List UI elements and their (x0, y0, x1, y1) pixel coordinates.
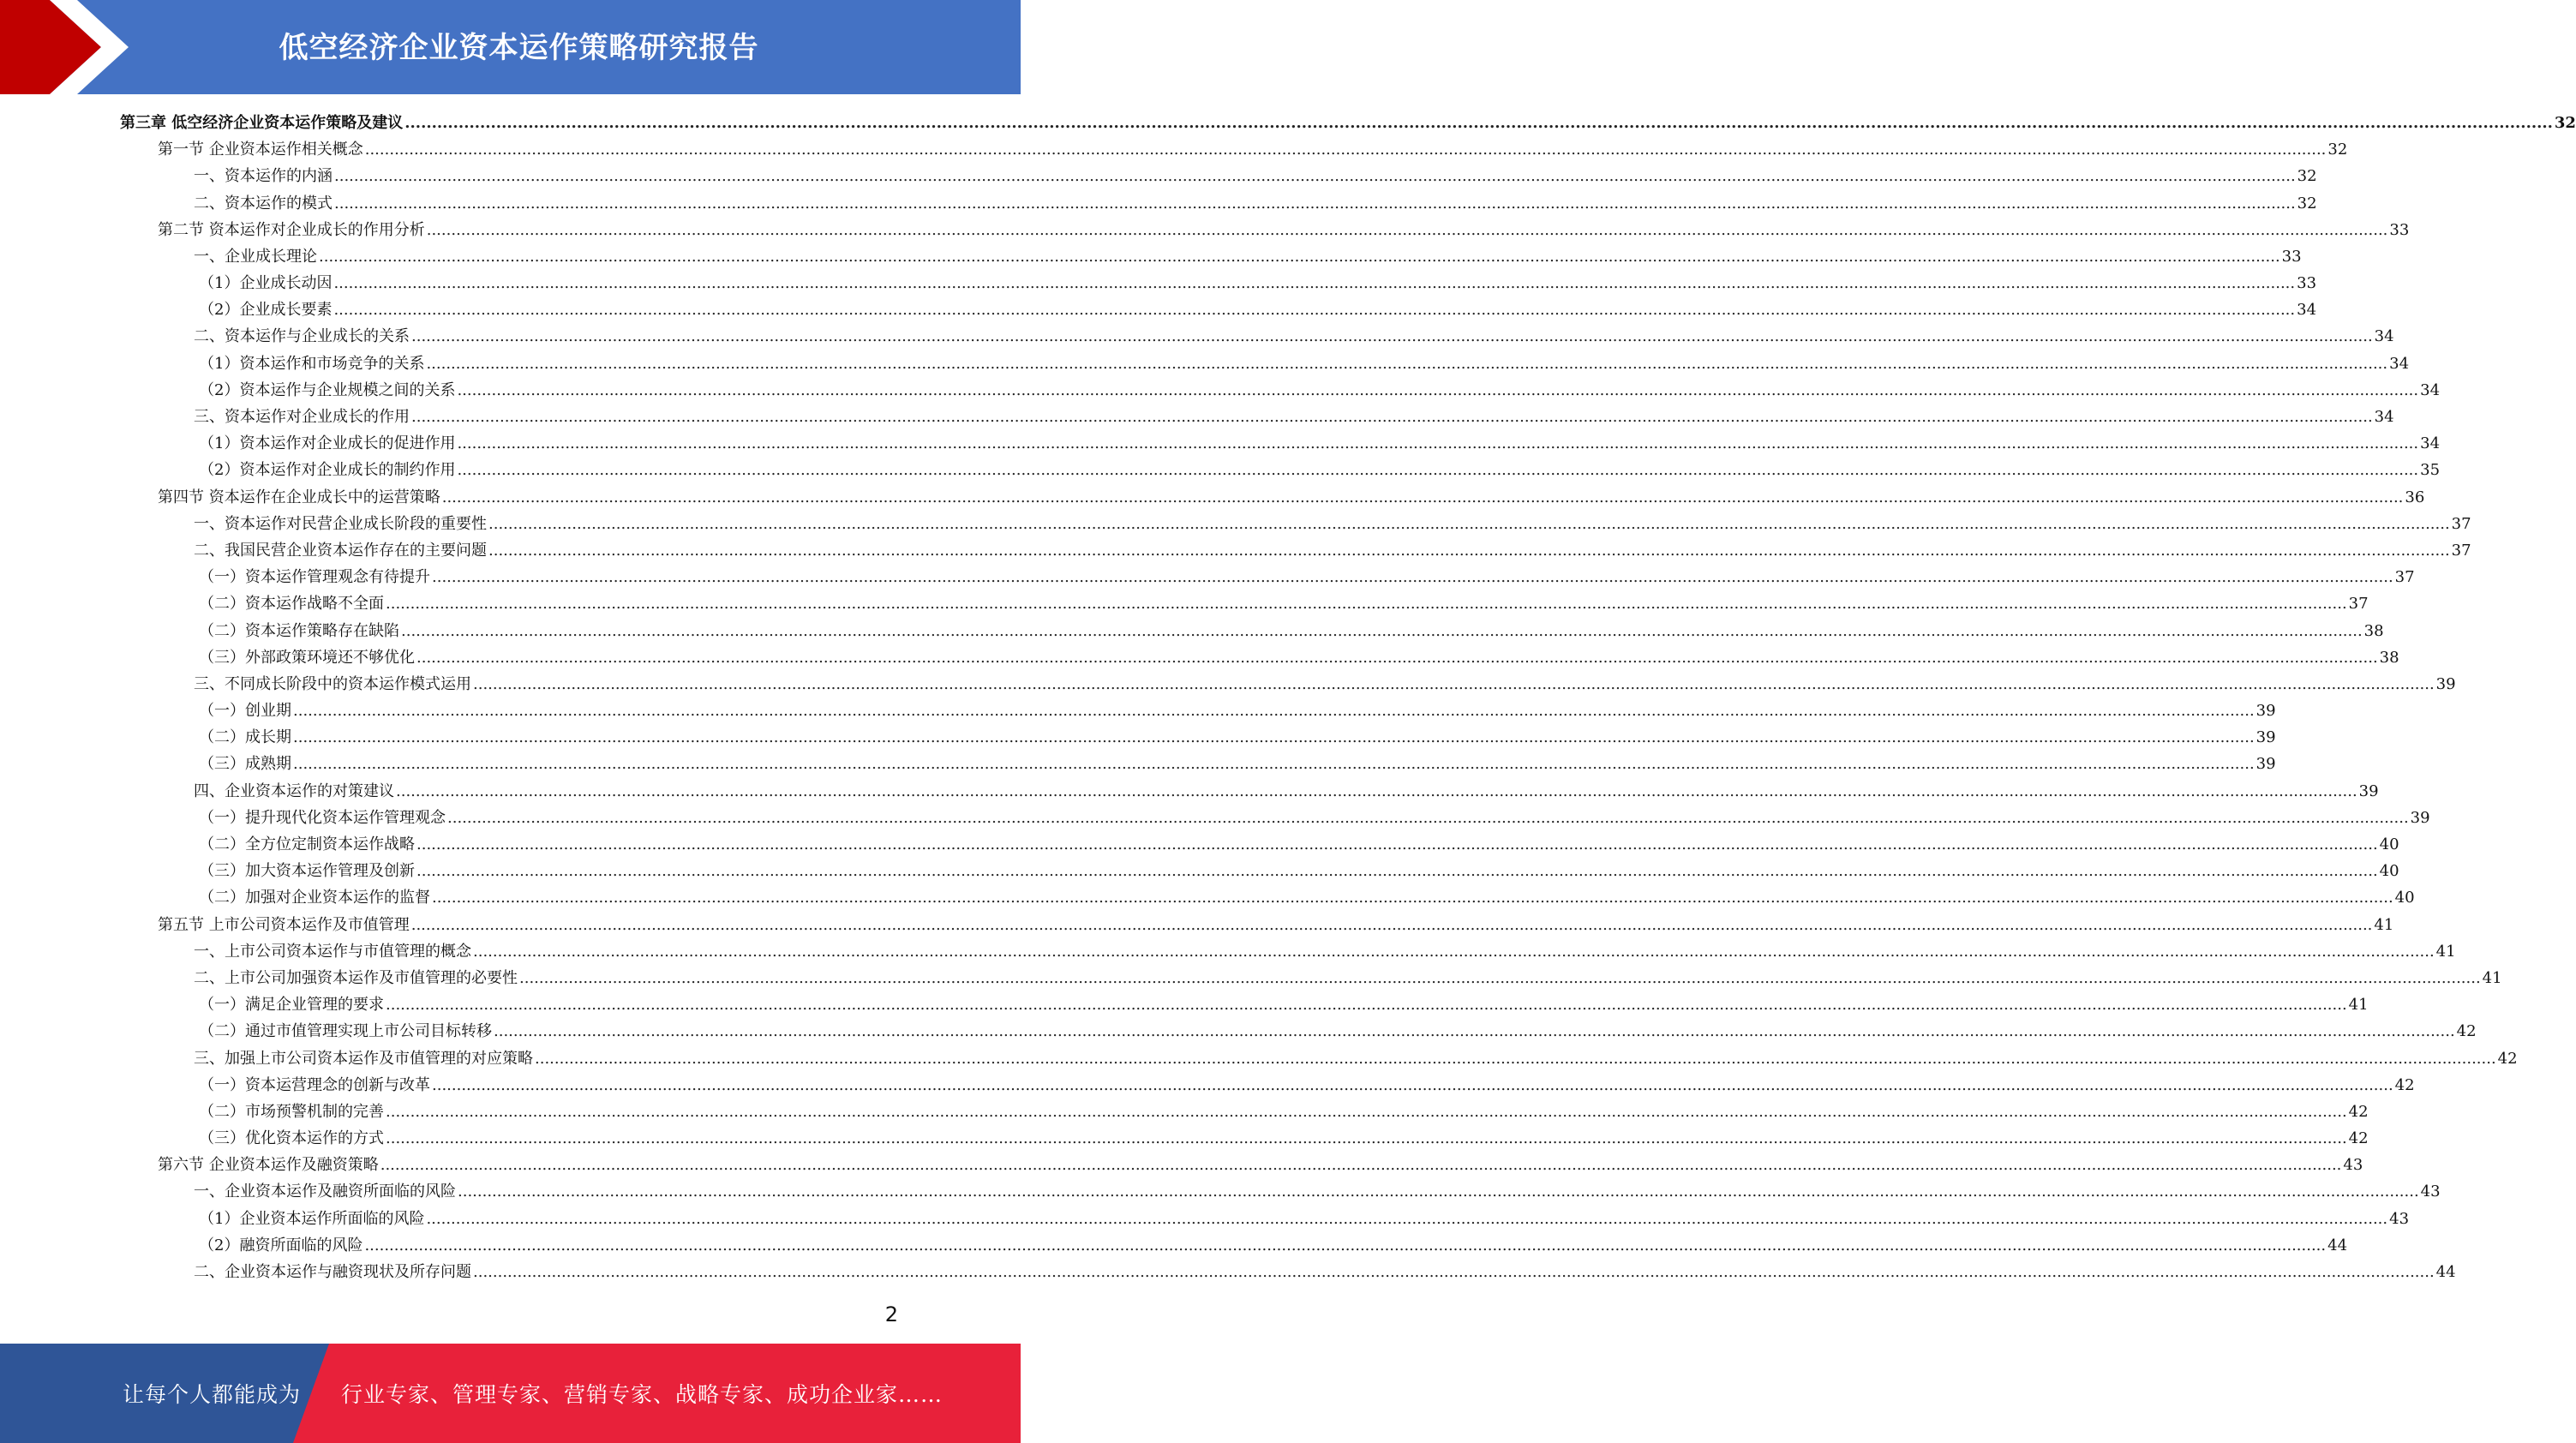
toc-entry[interactable] (120, 1259, 2456, 1285)
toc-dot-leader: ................................................................................................................................................................................................................................................................................................................................................................................................................ (334, 194, 2296, 213)
toc-entry-label: （三）外部政策环境还不够优化 (199, 648, 415, 667)
toc-dot-leader: ................................................................................................................................................................................................................................................................................................................................................................................................................ (293, 702, 2255, 721)
toc-entry-label: 一、企业资本运作及融资所面临的风险 (194, 1183, 456, 1201)
toc-entry[interactable] (120, 778, 2379, 805)
toc-entry-page: 37 (2348, 595, 2369, 614)
toc-dot-leader: ................................................................................................................................................................................................................................................................................................................................................................................................................ (416, 862, 2378, 881)
toc-dot-leader: ................................................................................................................................................................................................................................................................................................................................................................................................................ (488, 541, 2450, 560)
toc-entry-label: （一）提升现代化资本运作管理观念 (199, 808, 446, 827)
toc-entry-label: （二）全方位定制资本运作战略 (199, 835, 415, 854)
toc-entry[interactable] (120, 1152, 2363, 1178)
toc-dot-leader: ................................................................................................................................................................................................................................................................................................................................................................................................................ (432, 889, 2393, 907)
toc-entry-page: 33 (2389, 220, 2410, 239)
toc-entry-label: （2）资本运作与企业规模之间的关系 (199, 380, 456, 399)
toc-entry-label: （2）企业成长要素 (199, 301, 332, 320)
toc-dot-leader: ................................................................................................................................................................................................................................................................................................................................................................................................................ (293, 755, 2255, 774)
toc-entry-label: （二）资本运作战略不全面 (199, 595, 384, 614)
toc-entry-page: 32 (2297, 167, 2317, 186)
toc-entry-page: 41 (2348, 996, 2369, 1015)
toc-dot-leader: ................................................................................................................................................................................................................................................................................................................................................................................................................ (401, 621, 2363, 640)
toc-dot-leader: ................................................................................................................................................................................................................................................................................................................................................................................................................ (473, 942, 2435, 961)
toc-dot-leader: ................................................................................................................................................................................................................................................................................................................................................................................................................ (386, 1102, 2347, 1121)
toc-entry-page: 40 (2394, 889, 2415, 907)
toc-entry-page: 39 (2358, 781, 2379, 800)
toc-entry[interactable] (120, 457, 2441, 483)
toc-entry[interactable] (120, 1099, 2369, 1125)
toc-entry-page: 39 (2255, 702, 2276, 721)
toc-entry-label: （1）企业资本运作所面临的风险 (199, 1209, 425, 1228)
toc-dot-leader: ................................................................................................................................................................................................................................................................................................................................................................................................................ (441, 488, 2404, 506)
toc-entry[interactable] (120, 1072, 2415, 1099)
toc-entry-page: 38 (2379, 648, 2399, 667)
toc-entry-page: 39 (2255, 728, 2276, 747)
toc-entry-page: 44 (2435, 1263, 2456, 1282)
toc-entry[interactable] (120, 243, 2302, 270)
toc-dot-leader: ................................................................................................................................................................................................................................................................................................................................................................................................................ (432, 568, 2393, 587)
toc-entry-page: 42 (2348, 1102, 2369, 1121)
toc-entry-label: 一、上市公司资本运作与市值管理的概念 (194, 942, 471, 961)
toc-entry[interactable] (120, 537, 2471, 564)
toc-entry[interactable] (120, 511, 2471, 537)
toc-entry[interactable] (120, 324, 2394, 350)
toc-entry[interactable] (120, 618, 2384, 644)
toc-dot-leader: ................................................................................................................................................................................................................................................................................................................................................................................................................ (293, 728, 2255, 747)
toc-entry[interactable] (120, 590, 2369, 617)
toc-dot-leader: ................................................................................................................................................................................................................................................................................................................................................................................................................ (494, 1022, 2455, 1041)
toc-entry-label: 第二节 资本运作对企业成长的作用分析 (158, 220, 425, 239)
toc-entry-page: 42 (2394, 1075, 2415, 1094)
toc-entry-page: 40 (2379, 835, 2399, 854)
toc-dot-leader: ................................................................................................................................................................................................................................................................................................................................................................................................................ (473, 674, 2435, 693)
toc-entry-page: 35 (2420, 461, 2441, 480)
toc-entry-page: 39 (2410, 808, 2430, 827)
toc-entry-page: 43 (2343, 1156, 2363, 1175)
toc-entry[interactable] (120, 1045, 2518, 1072)
toc-entry-label: 第三章 低空经济企业资本运作策略及建议 (120, 113, 404, 132)
toc-entry-label: （一）满足企业管理的要求 (199, 996, 384, 1015)
toc-dot-leader: ................................................................................................................................................................................................................................................................................................................................................................................................................ (396, 781, 2357, 800)
toc-entry-page: 34 (2374, 408, 2394, 427)
toc-dot-leader: ................................................................................................................................................................................................................................................................................................................................................................................................................ (457, 461, 2419, 480)
toc-entry-page: 38 (2363, 621, 2384, 640)
toc-dot-leader: ................................................................................................................................................................................................................................................................................................................................................................................................................ (364, 1236, 2327, 1254)
toc-dot-leader: ................................................................................................................................................................................................................................................................................................................................................................................................................ (535, 1049, 2496, 1068)
toc-entry[interactable] (120, 377, 2441, 404)
toc-dot-leader: ................................................................................................................................................................................................................................................................................................................................................................................................................ (411, 408, 2373, 427)
toc-entry-label: （一）创业期 (199, 702, 291, 721)
footer-slogan-left: 让每个人都能成为 (123, 1382, 302, 1407)
toc-entry[interactable] (120, 884, 2415, 911)
toc-entry[interactable] (120, 484, 2425, 511)
toc-dot-leader: ................................................................................................................................................................................................................................................................................................................................................................................................................ (426, 220, 2388, 239)
toc-entry[interactable] (120, 404, 2394, 430)
toc-entry[interactable] (120, 110, 2576, 136)
toc-entry-label: （1）资本运作对企业成长的促进作用 (199, 434, 456, 453)
toc-entry-label: （一）资本运营理念的创新与改革 (199, 1075, 430, 1094)
toc-entry-label: （1）资本运作和市场竞争的关系 (199, 354, 425, 373)
toc-entry-label: 二、资本运作与企业成长的关系 (194, 327, 410, 346)
toc-entry[interactable] (120, 965, 2502, 991)
toc-entry-label: 第六节 企业资本运作及融资策略 (158, 1156, 379, 1175)
toc-entry-label: （三）优化资本运作的方式 (199, 1129, 384, 1148)
table-of-contents (120, 110, 2576, 1285)
toc-dot-leader: ................................................................................................................................................................................................................................................................................................................................................................................................................ (519, 968, 2481, 987)
toc-entry-page: 37 (2394, 568, 2415, 587)
toc-entry[interactable] (120, 751, 2276, 778)
toc-entry-label: 一、企业成长理论 (194, 247, 317, 266)
toc-dot-leader: ................................................................................................................................................................................................................................................................................................................................................................................................................ (426, 354, 2388, 373)
toc-entry[interactable] (120, 644, 2399, 671)
toc-entry-page: 42 (2497, 1049, 2518, 1068)
toc-entry-label: 二、上市公司加强资本运作及市值管理的必要性 (194, 968, 518, 987)
toc-entry-page: 39 (2435, 674, 2456, 693)
toc-entry-page: 41 (2374, 915, 2394, 934)
toc-entry[interactable] (120, 698, 2276, 724)
toc-dot-leader: ................................................................................................................................................................................................................................................................................................................................................................................................................ (432, 1075, 2393, 1094)
toc-entry-page: 42 (2348, 1129, 2369, 1148)
toc-entry-page: 34 (2297, 301, 2317, 320)
toc-entry-label: 四、企业资本运作的对策建议 (194, 781, 394, 800)
toc-entry-label: 第四节 资本运作在企业成长中的运营策略 (158, 488, 440, 506)
toc-entry-page: 32 (2327, 141, 2348, 159)
toc-entry-label: 第五节 上市公司资本运作及市值管理 (158, 915, 410, 934)
toc-entry-label: （三）加大资本运作管理及创新 (199, 862, 415, 881)
toc-entry-page: 33 (2297, 274, 2317, 293)
toc-entry-page: 43 (2420, 1183, 2441, 1201)
toc-entry[interactable] (120, 938, 2456, 965)
toc-entry[interactable] (120, 190, 2317, 217)
toc-entry-label: 二、企业资本运作与融资现状及所存问题 (194, 1263, 471, 1282)
toc-entry-label: （二）资本运作策略存在缺陷 (199, 621, 399, 640)
toc-entry-page: 34 (2420, 434, 2441, 453)
toc-entry-page: 40 (2379, 862, 2399, 881)
toc-entry-label: （三）成熟期 (199, 755, 291, 774)
toc-entry-label: （二）成长期 (199, 728, 291, 747)
toc-entry[interactable] (120, 296, 2317, 323)
report-title: 低空经济企业资本运作策略研究报告 (279, 31, 759, 65)
toc-entry[interactable] (120, 136, 2348, 163)
toc-entry-label: 二、资本运作的模式 (194, 194, 332, 213)
toc-dot-leader: ................................................................................................................................................................................................................................................................................................................................................................................................................ (386, 996, 2347, 1015)
toc-entry-page: 37 (2451, 541, 2471, 560)
toc-entry[interactable] (120, 724, 2276, 751)
toc-entry-page: 32 (2554, 113, 2576, 132)
toc-entry[interactable] (120, 350, 2410, 377)
toc-entry-label: （一）资本运作管理观念有待提升 (199, 568, 430, 587)
toc-dot-leader: ................................................................................................................................................................................................................................................................................................................................................................................................................ (426, 1209, 2388, 1228)
toc-entry-label: 二、我国民营企业资本运作存在的主要问题 (194, 541, 487, 560)
toc-entry-page: 34 (2389, 354, 2410, 373)
toc-entry-page: 37 (2451, 514, 2471, 533)
toc-entry[interactable] (120, 163, 2317, 189)
toc-entry-label: 一、资本运作的内涵 (194, 167, 332, 186)
page-footer (0, 1344, 1021, 1443)
toc-entry[interactable] (120, 1179, 2441, 1206)
toc-entry-page: 42 (2456, 1022, 2477, 1041)
toc-dot-leader: ................................................................................................................................................................................................................................................................................................................................................................................................................ (488, 514, 2450, 533)
toc-dot-leader: ................................................................................................................................................................................................................................................................................................................................................................................................................ (404, 113, 2553, 132)
toc-dot-leader: ................................................................................................................................................................................................................................................................................................................................................................................................................ (319, 247, 2280, 266)
toc-entry[interactable] (120, 1232, 2348, 1259)
toc-dot-leader: ................................................................................................................................................................................................................................................................................................................................................................................................................ (364, 141, 2327, 159)
toc-entry-page: 41 (2482, 968, 2502, 987)
toc-entry[interactable] (120, 858, 2399, 884)
toc-entry-page: 36 (2405, 488, 2425, 506)
toc-dot-leader: ................................................................................................................................................................................................................................................................................................................................................................................................................ (333, 274, 2296, 293)
toc-dot-leader: ................................................................................................................................................................................................................................................................................................................................................................................................................ (473, 1263, 2435, 1282)
toc-entry[interactable] (120, 831, 2399, 858)
toc-dot-leader: ................................................................................................................................................................................................................................................................................................................................................................................................................ (386, 1129, 2347, 1148)
toc-entry-page: 41 (2435, 942, 2456, 961)
toc-entry-label: （2）资本运作对企业成长的制约作用 (199, 461, 456, 480)
page-number: 2 (884, 1302, 898, 1326)
toc-entry-page: 34 (2420, 380, 2441, 399)
toc-dot-leader: ................................................................................................................................................................................................................................................................................................................................................................................................................ (447, 808, 2409, 827)
toc-dot-leader: ................................................................................................................................................................................................................................................................................................................................................................................................................ (416, 648, 2378, 667)
toc-entry-page: 43 (2389, 1209, 2410, 1228)
toc-entry-label: 三、加强上市公司资本运作及市值管理的对应策略 (194, 1049, 533, 1068)
toc-entry[interactable] (120, 270, 2317, 296)
toc-dot-leader: ................................................................................................................................................................................................................................................................................................................................................................................................................ (416, 835, 2378, 854)
footer-slogan-right: 行业专家、管理专家、营销专家、战略专家、成功企业家…… (341, 1382, 944, 1407)
toc-entry-label: （1）企业成长动因 (199, 274, 332, 293)
toc-dot-leader: ................................................................................................................................................................................................................................................................................................................................................................................................................ (457, 434, 2419, 453)
toc-entry-page: 32 (2297, 194, 2317, 213)
toc-entry-label: 三、资本运作对企业成长的作用 (194, 408, 410, 427)
page-header (0, 0, 1021, 94)
toc-dot-leader: ................................................................................................................................................................................................................................................................................................................................................................................................................ (411, 327, 2373, 346)
toc-dot-leader: ................................................................................................................................................................................................................................................................................................................................................................................................................ (457, 380, 2419, 399)
toc-entry[interactable] (120, 991, 2369, 1018)
toc-entry-page: 33 (2281, 247, 2302, 266)
toc-entry[interactable] (120, 671, 2456, 698)
toc-entry-label: 三、不同成长阶段中的资本运作模式运用 (194, 674, 471, 693)
toc-entry-page: 44 (2327, 1236, 2348, 1254)
toc-entry[interactable] (120, 430, 2441, 457)
toc-dot-leader: ................................................................................................................................................................................................................................................................................................................................................................................................................ (410, 915, 2373, 934)
toc-entry-page: 39 (2255, 755, 2276, 774)
toc-dot-leader: ................................................................................................................................................................................................................................................................................................................................................................................................................ (334, 167, 2296, 186)
toc-entry[interactable] (120, 912, 2394, 938)
toc-entry[interactable] (120, 1206, 2410, 1232)
toc-entry[interactable] (120, 217, 2410, 243)
toc-entry-label: （2）融资所面临的风险 (199, 1236, 363, 1254)
toc-entry-label: （二）市场预警机制的完善 (199, 1102, 384, 1121)
toc-dot-leader: ................................................................................................................................................................................................................................................................................................................................................................................................................ (458, 1183, 2419, 1201)
toc-entry-label: （二）加强对企业资本运作的监督 (199, 889, 430, 907)
toc-dot-leader: ................................................................................................................................................................................................................................................................................................................................................................................................................ (333, 301, 2296, 320)
toc-entry-label: 第一节 企业资本运作相关概念 (158, 141, 363, 159)
toc-entry-page: 34 (2374, 327, 2394, 346)
toc-entry[interactable] (120, 1018, 2477, 1045)
toc-entry[interactable] (120, 564, 2415, 590)
toc-entry[interactable] (120, 1125, 2369, 1152)
toc-dot-leader: ................................................................................................................................................................................................................................................................................................................................................................................................................ (380, 1156, 2342, 1175)
toc-entry-label: （二）通过市值管理实现上市公司目标转移 (199, 1022, 492, 1041)
toc-dot-leader: ................................................................................................................................................................................................................................................................................................................................................................................................................ (386, 595, 2347, 614)
toc-entry[interactable] (120, 805, 2430, 831)
toc-entry-label: 一、资本运作对民营企业成长阶段的重要性 (194, 514, 487, 533)
